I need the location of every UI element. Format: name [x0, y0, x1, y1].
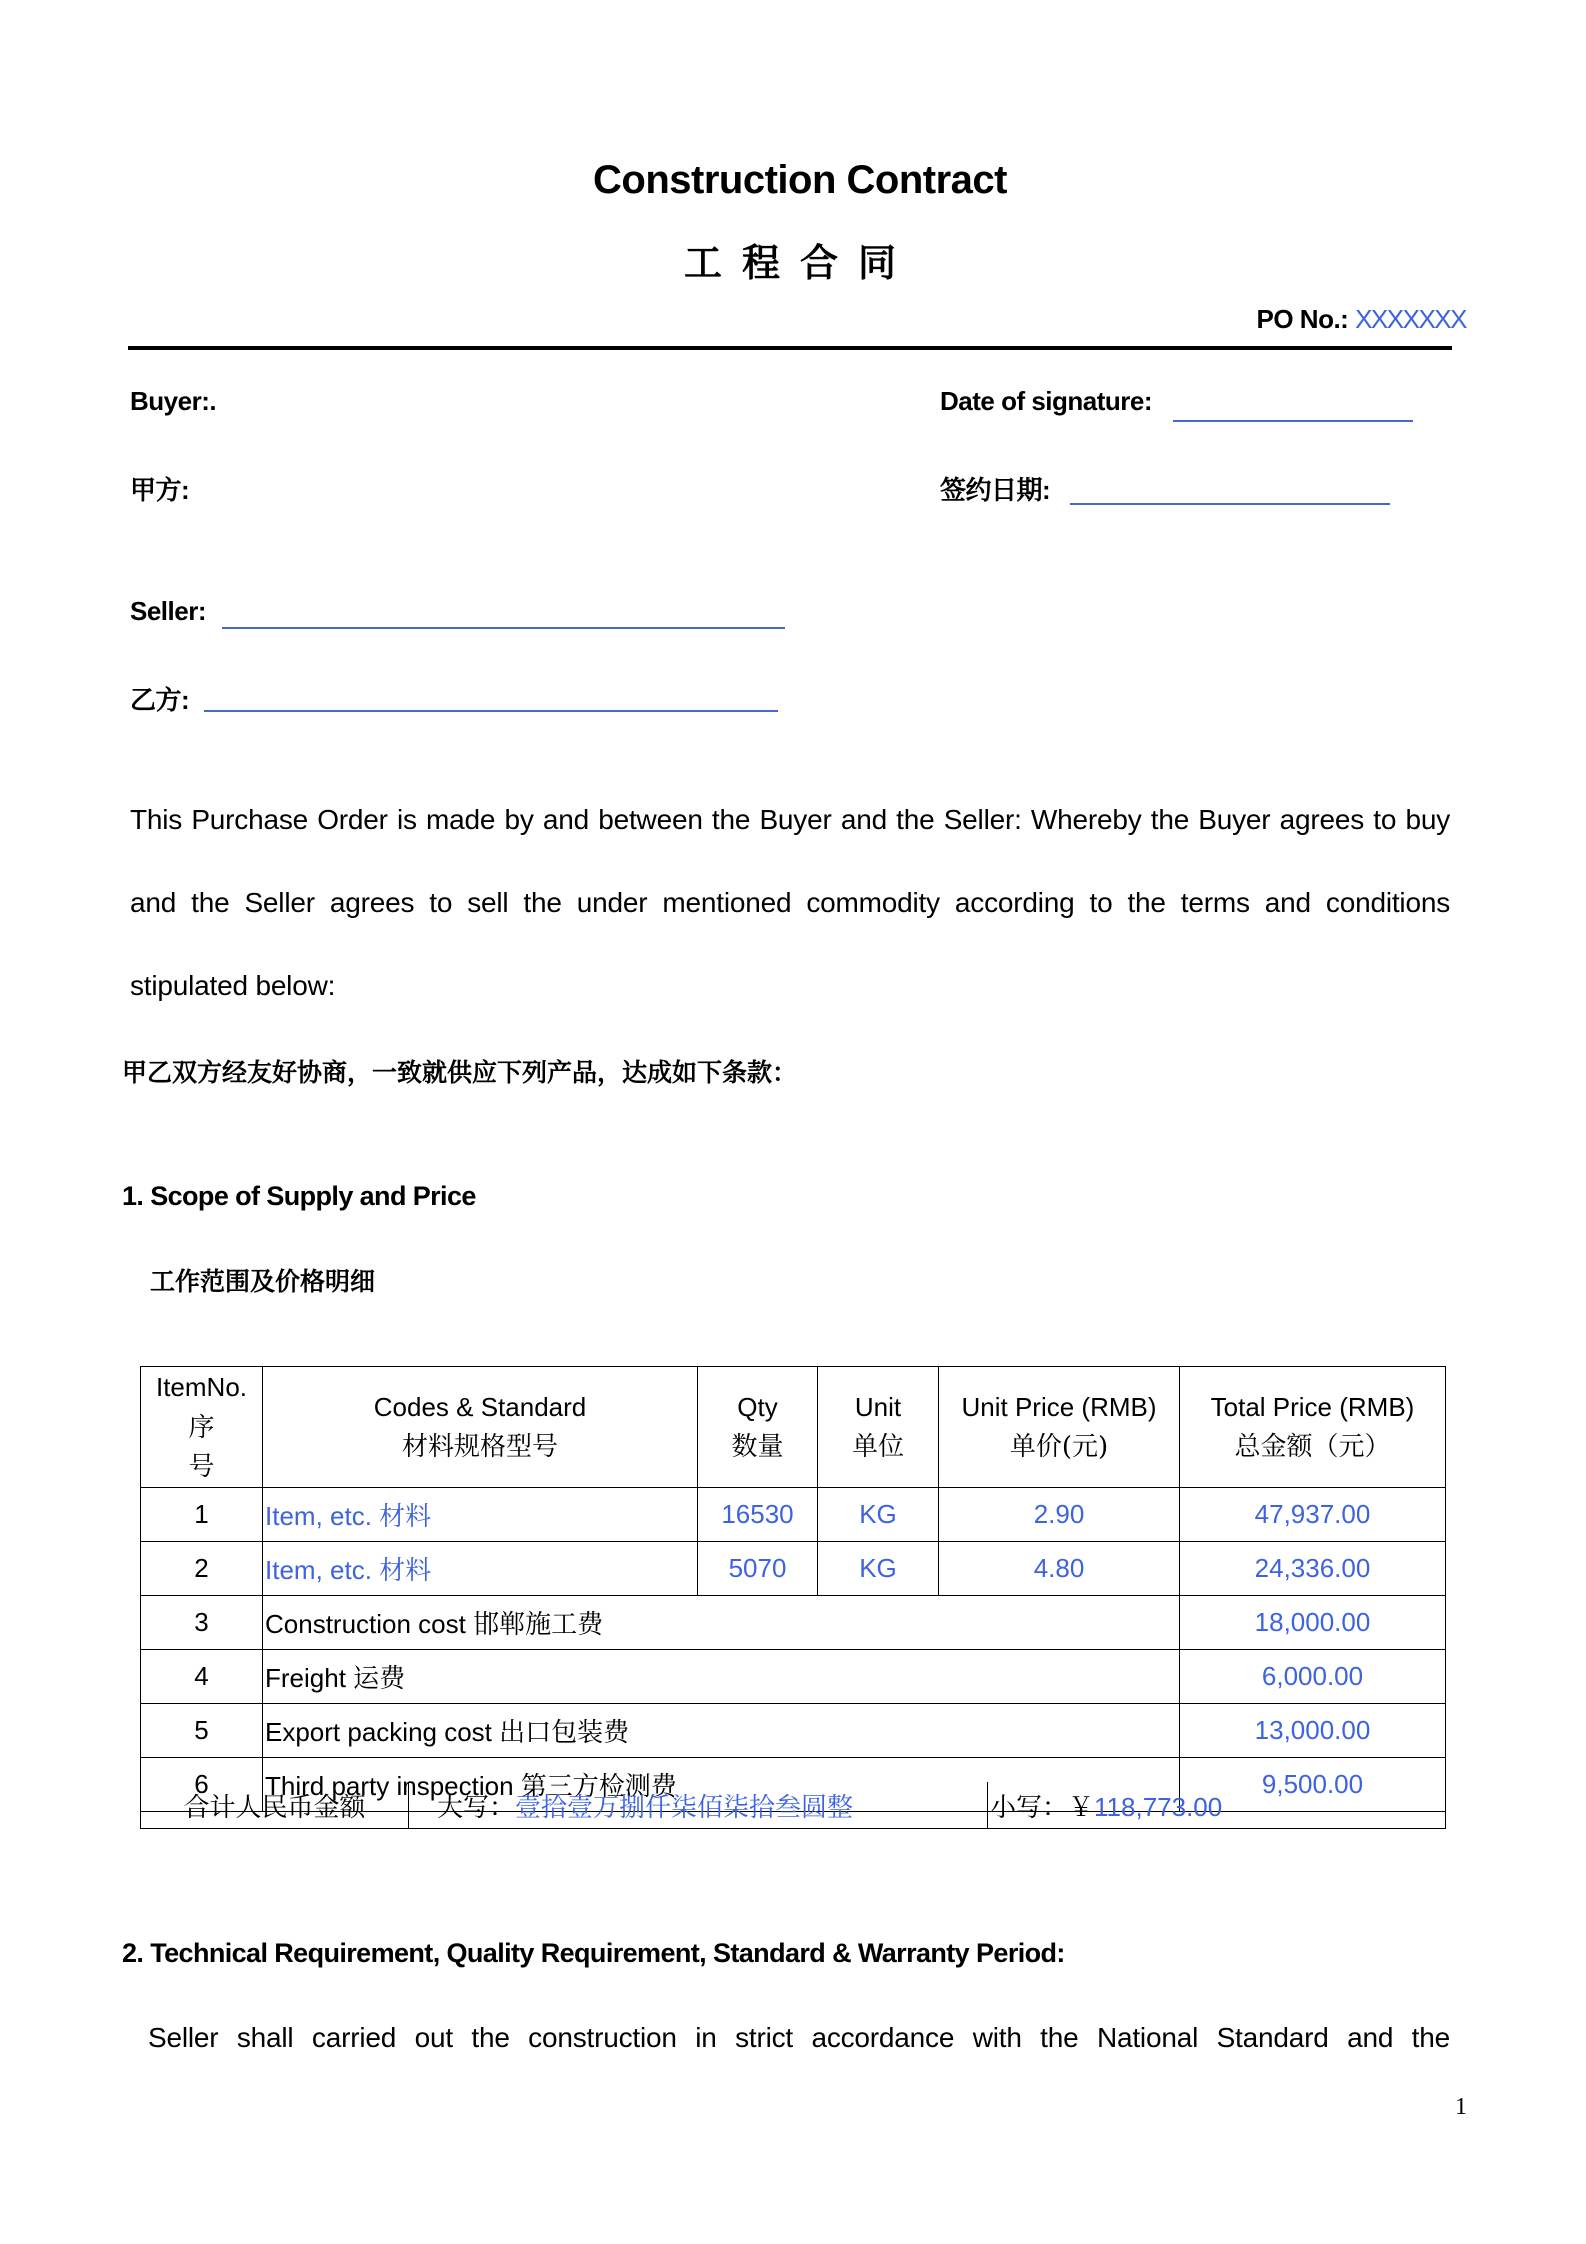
seller-cn-field[interactable]	[204, 710, 778, 712]
buyer-cn-label: 甲方:	[130, 475, 190, 505]
seller-cn-label: 乙方:	[130, 685, 190, 715]
date-cn-label: 签约日期:	[940, 475, 1051, 505]
header-rule	[128, 346, 1452, 350]
header-cn: 号	[188, 1452, 215, 1482]
capital-label: 大写：	[437, 1792, 516, 1823]
currency-symbol: ￥	[1068, 1792, 1095, 1823]
cell-item-no: 4	[141, 1650, 263, 1704]
header-cn: 材料规格型号	[401, 1432, 558, 1462]
header-cn: 总金额（元）	[1234, 1432, 1391, 1462]
intro-line-3: stipulated below:	[130, 970, 336, 1001]
header-en: Unit	[854, 1392, 902, 1422]
po-value[interactable]: XXXXXXX	[1355, 304, 1466, 334]
intro-line-2: and the Seller agrees to sell the under mentioned commodity according to the terms and conditions	[130, 887, 1450, 918]
capital-value[interactable]: 壹拾壹万捌仟柒佰柒拾叁圆整	[515, 1792, 854, 1823]
po-label: PO No.:	[1256, 304, 1349, 334]
header-en: Codes & Standard	[373, 1392, 587, 1422]
cell-total[interactable]: 13,000.00	[1180, 1704, 1446, 1758]
seller-label: Seller:	[130, 596, 206, 626]
intro-cn: 甲乙双方经友好协商，一致就供应下列产品，达成如下条款：	[122, 1059, 798, 1087]
date-label: Date of signature:	[940, 386, 1153, 416]
intro-line-1: This Purchase Order is made by and between the Buyer and the Seller: Whereby the Buyer agrees to buy	[130, 804, 1450, 835]
table-row	[141, 1488, 1446, 1542]
cell-description: Construction cost 邯郸施工费	[263, 1596, 1180, 1650]
cell-item-no: 6	[141, 1758, 263, 1812]
header-unit	[818, 1367, 939, 1488]
summary-row	[141, 1782, 1446, 1829]
summary-capital	[409, 1782, 988, 1829]
cell-unit[interactable]: KG	[818, 1488, 939, 1542]
header-codes	[263, 1367, 698, 1488]
section-2-heading: 2. Technical Requirement, Quality Requirement, Standard & Warranty Period:	[122, 1938, 1065, 1968]
small-label: 小写：	[990, 1792, 1069, 1823]
table-row	[141, 1596, 1446, 1650]
table-row	[141, 1650, 1446, 1704]
cell-item-no: 3	[141, 1596, 263, 1650]
header-total-price	[1180, 1367, 1446, 1488]
summary-label: 合计人民币金额	[141, 1782, 409, 1829]
cell-total[interactable]: 18,000.00	[1180, 1596, 1446, 1650]
po-number	[1257, 304, 1466, 335]
header-qty	[698, 1367, 818, 1488]
header-cn: 单位	[851, 1432, 904, 1462]
cell-qty[interactable]: 16530	[698, 1488, 818, 1542]
header-en: Qty	[737, 1392, 778, 1422]
summary-small	[988, 1782, 1446, 1829]
cell-unit[interactable]: KG	[818, 1542, 939, 1596]
cell-item-no: 5	[141, 1704, 263, 1758]
cell-item-no: 2	[141, 1542, 263, 1596]
date-field[interactable]	[1173, 420, 1413, 422]
header-unit-price	[939, 1367, 1180, 1488]
document-title: Construction Contract	[593, 158, 1007, 202]
date-cn-field[interactable]	[1070, 503, 1390, 505]
header-en: Unit Price (RMB)	[961, 1392, 1157, 1422]
cell-total[interactable]: 9,500.00	[1180, 1758, 1446, 1812]
seller-field[interactable]	[222, 627, 785, 629]
cell-total[interactable]: 24,336.00	[1180, 1542, 1446, 1596]
cell-description[interactable]: Item, etc. 材料	[263, 1542, 698, 1596]
header-en: ItemNo.序	[155, 1372, 248, 1442]
cell-unit-price[interactable]: 4.80	[939, 1542, 1180, 1596]
summary-table	[140, 1782, 1446, 1829]
table-header-row	[141, 1367, 1446, 1488]
items-table	[140, 1366, 1446, 1812]
document-title-cn: 工程合同	[683, 241, 916, 285]
cell-total[interactable]: 6,000.00	[1180, 1650, 1446, 1704]
cell-qty[interactable]: 5070	[698, 1542, 818, 1596]
cell-total[interactable]: 47,937.00	[1180, 1488, 1446, 1542]
section-2-body: Seller shall carried out the construction in strict accordance with the National Standard and the	[148, 2022, 1450, 2053]
cell-description[interactable]: Item, etc. 材料	[263, 1488, 698, 1542]
table-row	[141, 1542, 1446, 1596]
header-cn: 数量	[731, 1432, 784, 1462]
cell-description: Freight 运费	[263, 1650, 1180, 1704]
header-en: Total Price (RMB)	[1210, 1392, 1415, 1422]
section-1-heading-cn: 工作范围及价格明细	[150, 1268, 376, 1296]
cell-description: Third party inspection 第三方检测费	[263, 1758, 1180, 1812]
cell-description: Export packing cost 出口包装费	[263, 1704, 1180, 1758]
buyer-label: Buyer:.	[130, 386, 217, 416]
header-item-no	[141, 1367, 263, 1488]
cell-unit-price[interactable]: 2.90	[939, 1488, 1180, 1542]
small-value[interactable]: 118,773.00	[1094, 1791, 1223, 1822]
header-cn: 单价(元)	[1009, 1432, 1109, 1462]
table-row	[141, 1704, 1446, 1758]
section-1-heading: 1. Scope of Supply and Price	[122, 1181, 476, 1211]
cell-item-no: 1	[141, 1488, 263, 1542]
page-number: 1	[1455, 2094, 1467, 2120]
